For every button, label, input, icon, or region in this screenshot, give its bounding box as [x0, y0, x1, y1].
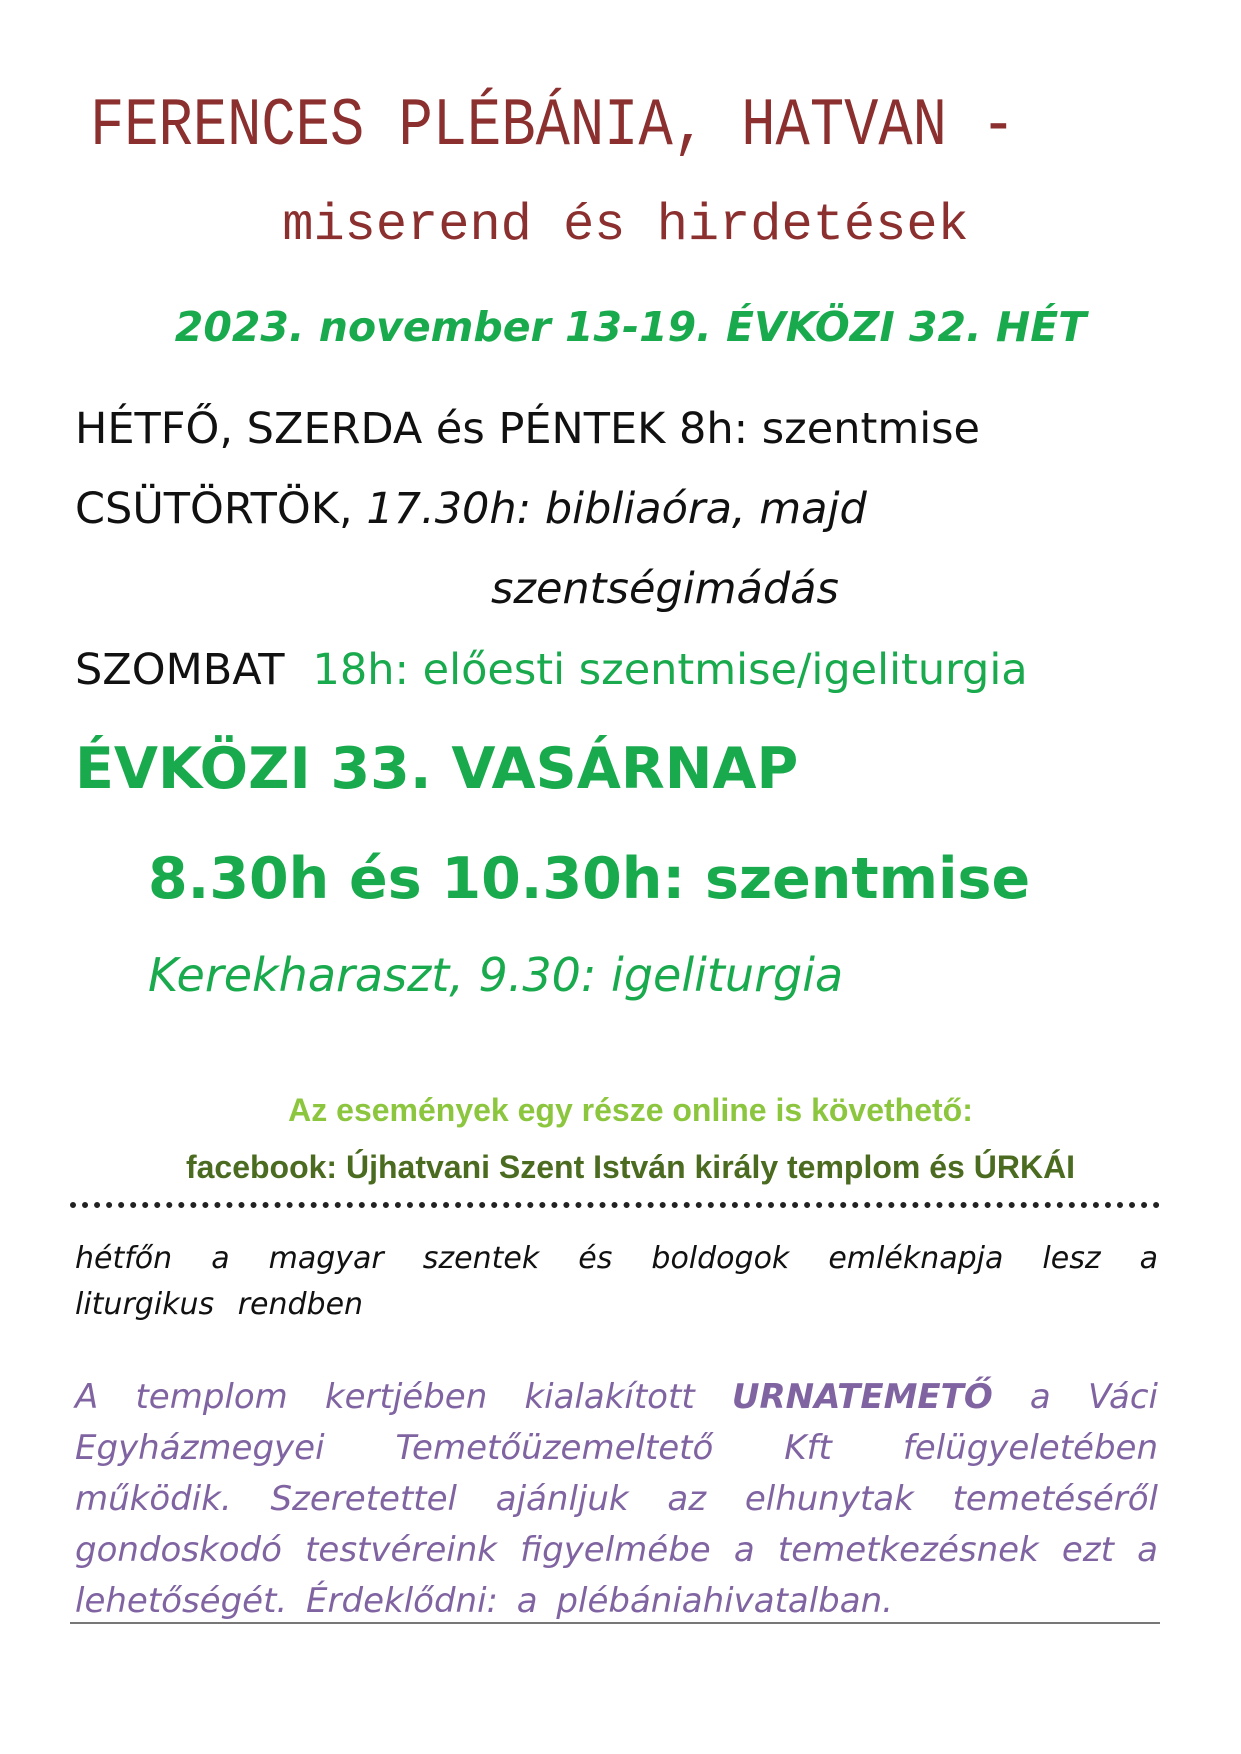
page-title: FERENCES PLÉBÁNIA, HATVAN - [90, 88, 1016, 165]
week-heading: 2023. november 13-19. ÉVKÖZI 32. HÉT [174, 303, 1087, 351]
saturday-text: 18h: előesti szentmise/igeliturgia [312, 645, 1028, 695]
online-intro: Az események egy része online is követhető: [288, 1092, 973, 1128]
thursday-text: 17.30h: bibliaóra, majd [366, 484, 867, 534]
sunday-title: ÉVKÖZI 33. VASÁRNAP [75, 736, 799, 802]
sunday-mass-times: 8.30h és 10.30h: szentmise [148, 846, 1031, 912]
urna-highlight: URNATEMETŐ [731, 1377, 993, 1417]
urna-announcement [75, 1372, 1158, 1627]
dotted-divider [70, 1202, 1160, 1208]
kerekharaszt-line: Kerekharaszt, 9.30: igeliturgia [148, 948, 844, 1002]
thursday-continuation: szentségimádás [491, 564, 839, 614]
weekday-mass-line: HÉTFŐ, SZERDA és PÉNTEK 8h: szentmise [75, 404, 981, 454]
facebook-line: facebook: Újhatvani Szent István király templom és ÚRKÁI [185, 1149, 1076, 1185]
saturday-line [75, 645, 1028, 695]
thursday-line [75, 484, 867, 534]
urna-text-before: A templom kertjében kialakított [75, 1377, 732, 1417]
page-subtitle: miserend és hirdetések [282, 196, 969, 255]
saturday-day: SZOMBAT [75, 645, 285, 695]
urna-text-after: a Váci Egyházmegyei Temetőüzemeltető Kft felügyeletében működik. Szeretettel ajánljuk az elhunytak temetéséről gondoskodó testvéreink figyelmébe a temetkezésnek ezt a lehetőségét. Érdeklődni: a plébániahivatalban. [75, 1377, 1158, 1621]
bottom-divider [70, 1622, 1160, 1624]
thursday-day: CSÜTÖRTÖK, [75, 484, 367, 534]
liturgy-note: hétfőn a magyar szentek és boldogok emléknapja lesz a liturgikus rendben [75, 1241, 1158, 1322]
